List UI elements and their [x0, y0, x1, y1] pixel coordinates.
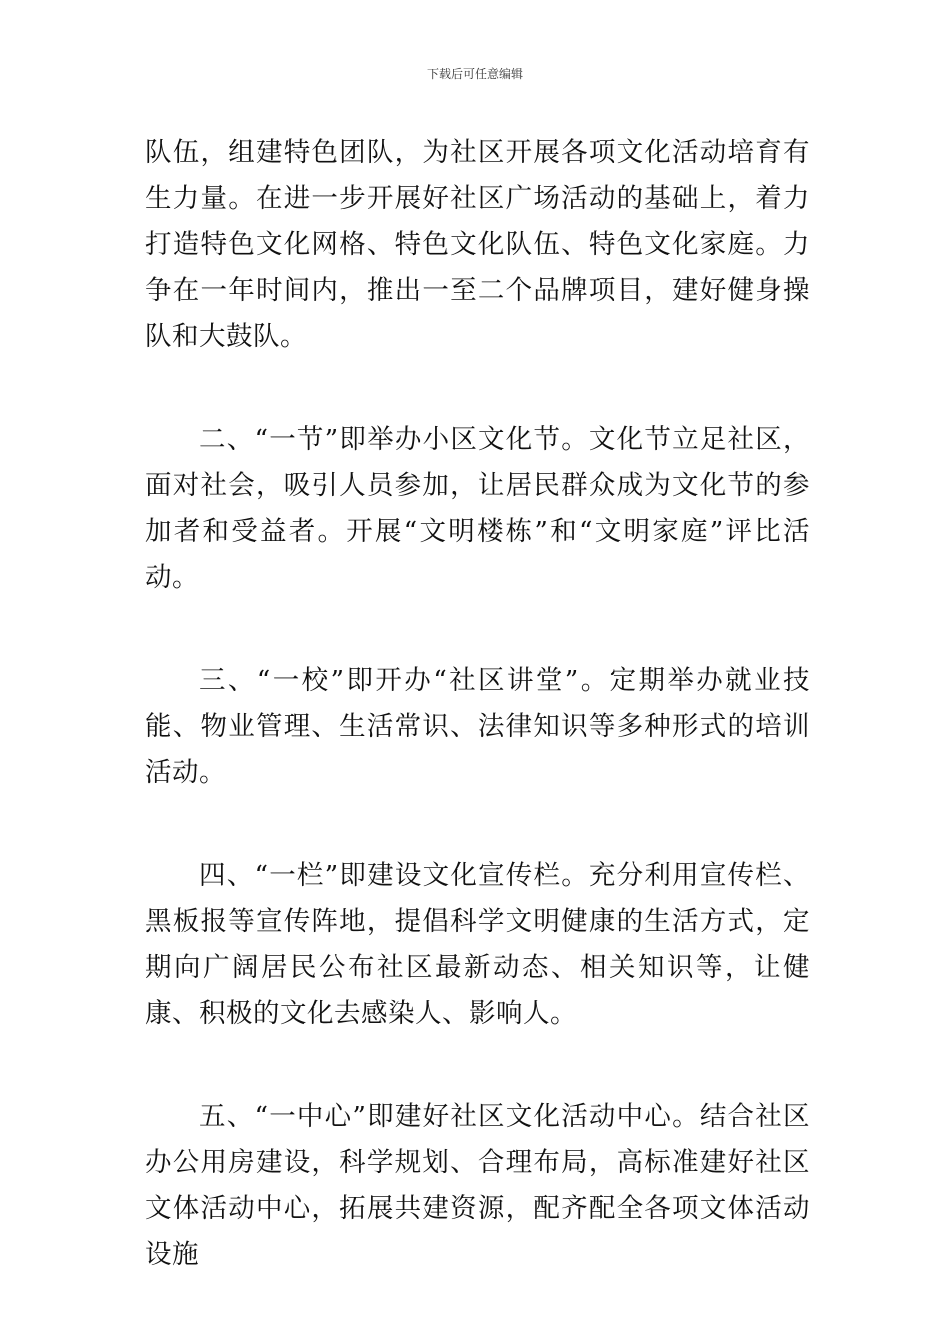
paragraph-spacer: [145, 360, 810, 417]
paragraph-section-three: 三、“一校”即开办“社区讲堂”。定期举办就业技能、物业管理、生活常识、法律知识等多种形式的培训活动。: [145, 665, 810, 788]
paragraph-spacer: [145, 601, 810, 658]
page-header-note: 下载后可任意编辑: [426, 67, 523, 81]
paragraph-spacer: [145, 1037, 810, 1094]
paragraph-section-four: 四、“一栏”即建设文化宣传栏。充分利用宣传栏、黑板报等宣传阵地，提倡科学文明健康的生活方式，定期向广阔居民公布社区最新动态、相关知识等，让健康、积极的文化去感染人、影响人。: [145, 860, 810, 1029]
paragraph-spacer: [145, 796, 810, 853]
paragraph-section-five: 五、“一中心”即建好社区文化活动中心。结合社区办公用房建设，科学规划、合理布局，高标准建好社区文体活动中心，拓展共建资源，配齐配全各项文体活动设施: [145, 1101, 810, 1270]
paragraph-section-two: 二、“一节”即举办小区文化节。文化节立足社区，面对社会，吸引人员参加，让居民群众成为文化节的参加者和受益者。开展“文明楼栋”和“文明家庭”评比活动。: [145, 424, 810, 593]
document-body: [145, 130, 810, 1278]
paragraph-continuation: 队伍，组建特色团队，为社区开展各项文化活动培育有生力量。在进一步开展好社区广场活动的基础上，着力打造特色文化网格、特色文化队伍、特色文化家庭。力争在一年时间内，推出一至二个品牌项目，建好健身操队和大鼓队。: [145, 137, 810, 352]
